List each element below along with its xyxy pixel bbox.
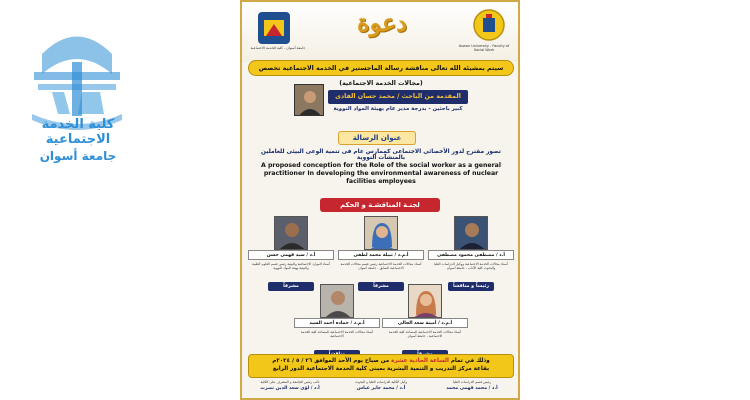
signer — [337, 380, 425, 400]
member-avatar-icon — [409, 285, 442, 318]
signer-title: وكيل الكلية للدراسات العليا و البحوث — [354, 380, 408, 384]
signer-name: أ.د / لؤى سعد الدين نصرت — [260, 386, 320, 391]
member-avatar-icon — [275, 217, 308, 250]
member-role: مشرفاً — [358, 282, 404, 291]
member-photo — [454, 216, 488, 250]
researcher-name: المقدمة من الباحث / محمد حسان الفادى — [328, 90, 468, 104]
member-name: أ.م.د / نبيلة محمد لطفى — [338, 250, 424, 260]
member-description: أستاذ مجالات الخدمة الاجتماعية المساعد كلية الخدمة الاجتماعية - جامعة أسوان — [388, 330, 462, 339]
signer-title: رئيس قسم الدراسات العليا — [452, 380, 492, 384]
member-name: أ.د / سيد فهمى حسن — [248, 250, 334, 260]
signer-name: أ.د / محمد جابر عباس — [356, 386, 406, 391]
thesis-title-arabic: تصور مقترح لدور الأخصائى الاجتماعى كممارس عام فى تنمية الوعى البيئى للعاملين بالمنشآت النووية — [261, 149, 501, 161]
college-name — [18, 118, 138, 164]
thesis-title-english: A proposed conception for the Role of the social worker as a general practitioner In developing the environmental awareness of nuclear facilities employees — [261, 162, 501, 186]
university-text: جامعة أسوان - كلية الخدمة الاجتماعية — [250, 46, 306, 50]
signer — [428, 380, 516, 400]
university-logo-icon — [254, 8, 294, 48]
member-photo — [364, 216, 398, 250]
member-description: أستاذ مجالات الخدمة الاجتماعية ووكيل الدراسات العليا والبحوث كلية الآداب - جامعة أسوان — [434, 262, 508, 271]
member-role: رئيساً و مناقشاً — [448, 282, 494, 291]
member-photo — [320, 284, 354, 318]
headline-bar: سيتم بمشيئة الله تعالى مناقشة رسالة الماجستير في الخدمة الاجتماعية تخصص (مجالات الخدمة الاجتماعية) — [248, 60, 514, 76]
member-description: أستاذ مجالات الخدمة الاجتماعية المساعد كلية الخدمة الاجتماعية — [300, 330, 374, 339]
committee-label: لجنـة المناقشـة و الحكم — [320, 198, 440, 212]
member-description: أستاذ مجالات الخدمة الاجتماعية رئيس قسم مجالات الخدمة الاجتماعية السابق - جامعة أسوان — [340, 262, 422, 271]
footer-bar — [248, 354, 514, 378]
signer — [246, 380, 334, 400]
researcher-title: كبير باحثين - بدرجة مدير عام بهيئة المواد النووية — [333, 106, 463, 112]
member-avatar-icon — [321, 285, 354, 318]
footer-line1-end: من صباح يوم الأحد الموافق ٢٦ / ٥ / ٢٠٢٤م — [272, 358, 390, 364]
member-name: أ.د / مصطفى محمود مصطفى — [428, 250, 514, 260]
signer-name: أ.د / محمد فهمى محمد — [446, 386, 498, 391]
faculty-logo-icon — [472, 8, 506, 42]
college-name-line1: كلية الخدمة الاجتماعية — [41, 117, 115, 147]
footer-line1 — [249, 358, 513, 364]
faculty-text: Aswan University - Faculty of Social Work — [458, 44, 510, 53]
researcher-photo — [294, 84, 324, 116]
footer-line1-highlight: الساعة الحادية عشرة — [391, 358, 449, 364]
member-avatar-icon — [455, 217, 488, 250]
signers — [246, 380, 516, 400]
signer-title: نائب رئيس الجامعة و المشرف على الكلية — [260, 380, 320, 384]
footer-line1-start: وذلك في تمام — [450, 358, 490, 364]
member-avatar-icon — [365, 217, 398, 250]
invitation-poster — [240, 0, 520, 400]
member-description: أستاذ الموارد الاجتماعية والبيئية رئيس قسم العلوم الطبية والبيئية بهيئة المواد النووية — [252, 262, 330, 271]
member-role: مشرفاً — [268, 282, 314, 291]
thesis-label: عنوان الرسالة — [338, 131, 416, 145]
member-name: أ.م.د / حماده أحمد السيد — [294, 318, 380, 328]
invitation-title: دعوة — [357, 8, 407, 37]
member-photo — [408, 284, 442, 318]
college-name-line2: جامعة أسوان — [39, 148, 117, 163]
member-photo — [274, 216, 308, 250]
footer-line2: بقاعة مركز التدريب و التنمية البشرية بمبنى كلية الخدمة الاجتماعية الدور الرابع — [272, 366, 490, 372]
researcher-avatar-icon — [295, 85, 324, 116]
member-name: أ.م.د / أمينة سعد الجالى — [382, 318, 468, 328]
